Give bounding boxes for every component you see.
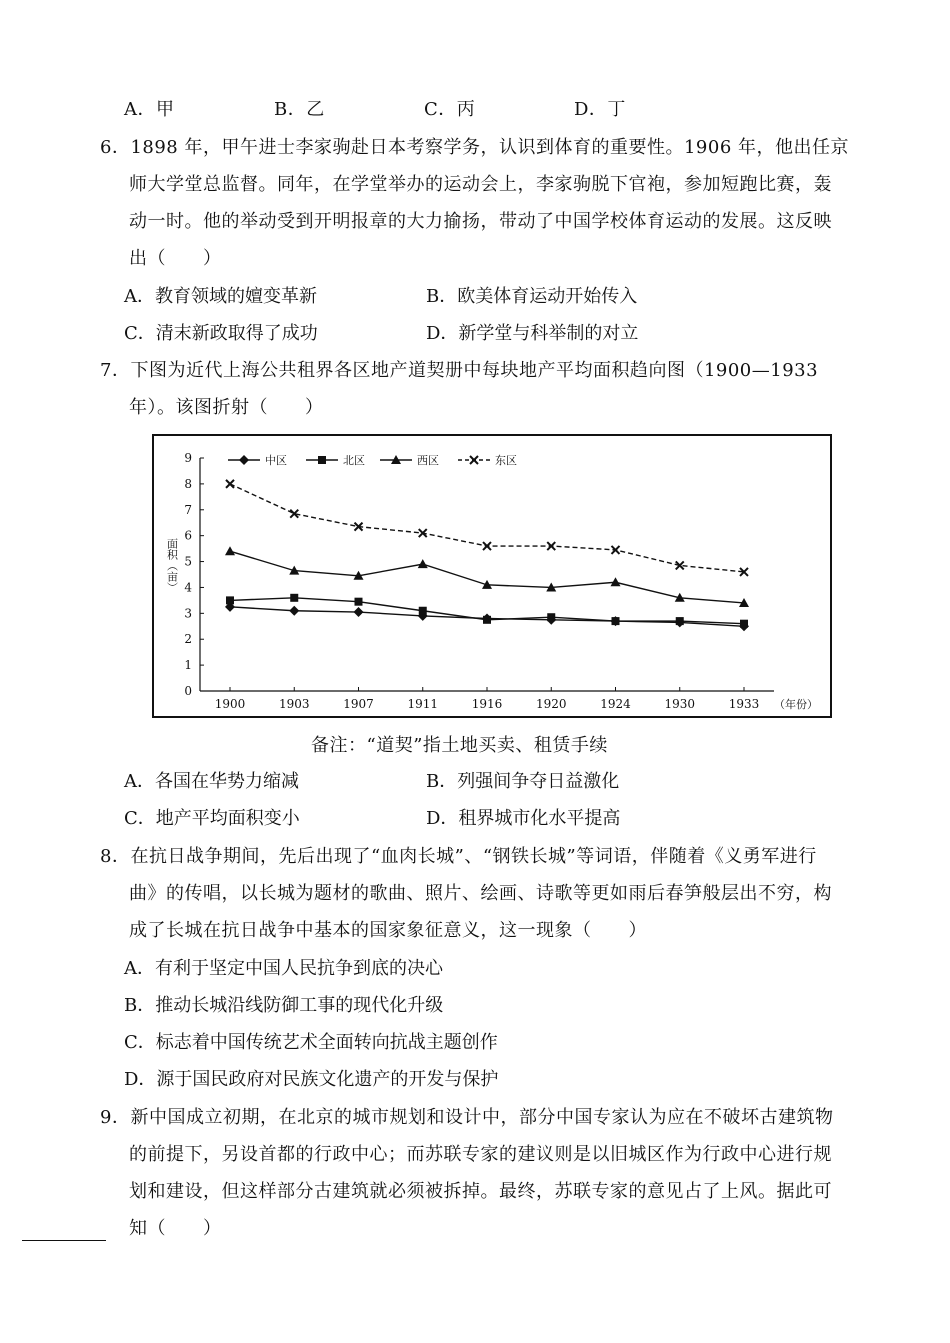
q9-stem-line-3: 划和建设，但这样部分古建筑就必须被拆掉。最终，苏联专家的意见占了上风。据此可 <box>129 1181 832 1202</box>
x-tick-label: 1930 <box>664 697 696 711</box>
y-tick-label: 5 <box>184 554 192 569</box>
x-tick-label: 1900 <box>214 697 246 711</box>
q6-option-c[interactable]: C．清末新政取得了成功 <box>124 323 318 344</box>
q5-option-c[interactable]: C．丙 <box>424 99 476 120</box>
y-tick-label: 8 <box>184 476 192 491</box>
data-point-4 <box>483 542 491 550</box>
q5-options <box>124 97 724 123</box>
q6-stem-line-1: 6．1898 年，甲午进士李家驹赴日本考察学务，认识到体育的重要性。1906 年，他出任京 <box>100 137 850 158</box>
q7-stem-line-1: 7．下图为近代上海公共租界各区地产道契册中每块地产平均面积趋向图（1900—1933 <box>100 360 819 381</box>
land-area-chart <box>152 434 832 718</box>
q8-stem-line-3: 成了长城在抗日战争中基本的国家象征意义，这一现象（ ） <box>129 920 647 941</box>
data-point-2 <box>290 594 298 602</box>
data-point-2 <box>676 617 684 625</box>
y-tick-label: 3 <box>184 606 192 621</box>
legend-label-4: 东区 <box>495 454 517 467</box>
y-tick-label: 9 <box>184 451 192 465</box>
data-point-3 <box>225 546 235 555</box>
y-tick-label: 7 <box>184 502 192 517</box>
data-point-3 <box>418 559 428 568</box>
x-tick-label: 1920 <box>535 697 567 711</box>
q7-option-d[interactable]: D．租界城市化水平提高 <box>426 808 621 829</box>
data-point-2 <box>547 613 555 621</box>
legend-marker-2 <box>318 456 326 464</box>
data-point-4 <box>226 480 234 488</box>
q9-stem-line-2: 的前提下，另设首都的行政中心；而苏联专家的建议则是以旧城区作为行政中心进行规 <box>129 1144 832 1165</box>
q8-stem-line-1: 8．在抗日战争期间，先后出现了“血肉长城”、“钢铁长城”等词语，伴随着《义勇军进行 <box>100 846 817 867</box>
y-tick-label: 0 <box>184 684 192 698</box>
q6-option-d[interactable]: D．新学堂与科举制的对立 <box>426 323 639 344</box>
q7-stem-line-2: 年）。该图折射（ ） <box>129 397 324 418</box>
y-tick-label: 2 <box>184 632 192 647</box>
legend-marker-4 <box>470 456 478 464</box>
legend-label-2: 北区 <box>343 454 365 467</box>
q6-stem-line-3: 动一时。他的举动受到开明报章的大力揄扬，带动了中国学校体育运动的发展。这反映 <box>129 211 832 232</box>
x-tick-label: 1916 <box>471 697 503 711</box>
x-unit-label: （年份） <box>774 698 818 711</box>
y-axis-label: 面积（亩） <box>165 538 179 593</box>
data-point-1 <box>289 606 299 616</box>
data-point-2 <box>740 620 748 628</box>
data-point-2 <box>612 617 620 625</box>
q8-stem-line-2: 曲》的传唱，以长城为题材的歌曲、照片、绘画、诗歌等更如雨后春笋般层出不穷，构 <box>129 883 832 904</box>
q9-stem-line-1: 9．新中国成立初期，在北京的城市规划和设计中，部分中国专家认为应在不破坏古建筑物 <box>100 1107 834 1128</box>
legend-marker-1 <box>239 455 249 465</box>
x-tick-label: 1924 <box>600 697 631 711</box>
legend-label-3: 西区 <box>417 454 439 467</box>
data-point-2 <box>483 616 491 624</box>
q5-option-b[interactable]: B．乙 <box>274 99 325 120</box>
x-tick-label: 1907 <box>343 697 374 711</box>
chart-svg <box>154 436 830 716</box>
y-tick-label: 6 <box>184 528 192 543</box>
q6-option-b[interactable]: B．欧美体育运动开始传入 <box>426 286 638 307</box>
q8-option-d[interactable]: D．源于国民政府对民族文化遗产的开发与保护 <box>124 1069 499 1090</box>
y-tick-label: 4 <box>184 580 192 595</box>
q8-option-a[interactable]: A．有利于坚定中国人民抗争到底的决心 <box>124 958 443 979</box>
legend-label-1: 中区 <box>265 454 287 467</box>
x-tick-label: 1911 <box>407 697 439 711</box>
data-point-2 <box>419 607 427 615</box>
q9-stem-line-4: 知（ ） <box>129 1218 222 1239</box>
x-tick-label: 1903 <box>278 697 310 711</box>
q6-option-a[interactable]: A．教育领域的嬗变革新 <box>124 286 317 307</box>
q7-option-c[interactable]: C．地产平均面积变小 <box>124 808 300 829</box>
data-point-3 <box>611 577 621 586</box>
q6-stem-line-2: 师大学堂总监督。同年，在学堂举办的运动会上，李家驹脱下官袍，参加短跑比赛，轰 <box>129 174 832 195</box>
q5-option-a[interactable]: A．甲 <box>124 99 175 120</box>
series-line-3 <box>230 551 744 603</box>
data-point-4 <box>547 542 555 550</box>
x-tick-label: 1933 <box>728 697 760 711</box>
q7-option-a[interactable]: A．各国在华势力缩减 <box>124 771 299 792</box>
q5-option-d[interactable]: D．丁 <box>574 99 626 120</box>
q6-stem-line-4: 出（ ） <box>129 248 222 269</box>
q7-option-b[interactable]: B．列强间争夺日益激化 <box>426 771 620 792</box>
q8-option-b[interactable]: B．推动长城沿线防御工事的现代化升级 <box>124 995 444 1016</box>
q8-option-c[interactable]: C．标志着中国传统艺术全面转向抗战主题创作 <box>124 1032 498 1053</box>
footer-rule <box>22 1240 106 1241</box>
data-point-2 <box>226 596 234 604</box>
chart-note: 备注：“道契”指土地买卖、租赁手续 <box>311 735 608 756</box>
series-line-4 <box>230 484 744 572</box>
data-point-1 <box>354 607 364 617</box>
data-point-2 <box>355 598 363 606</box>
y-tick-label: 1 <box>184 658 192 673</box>
